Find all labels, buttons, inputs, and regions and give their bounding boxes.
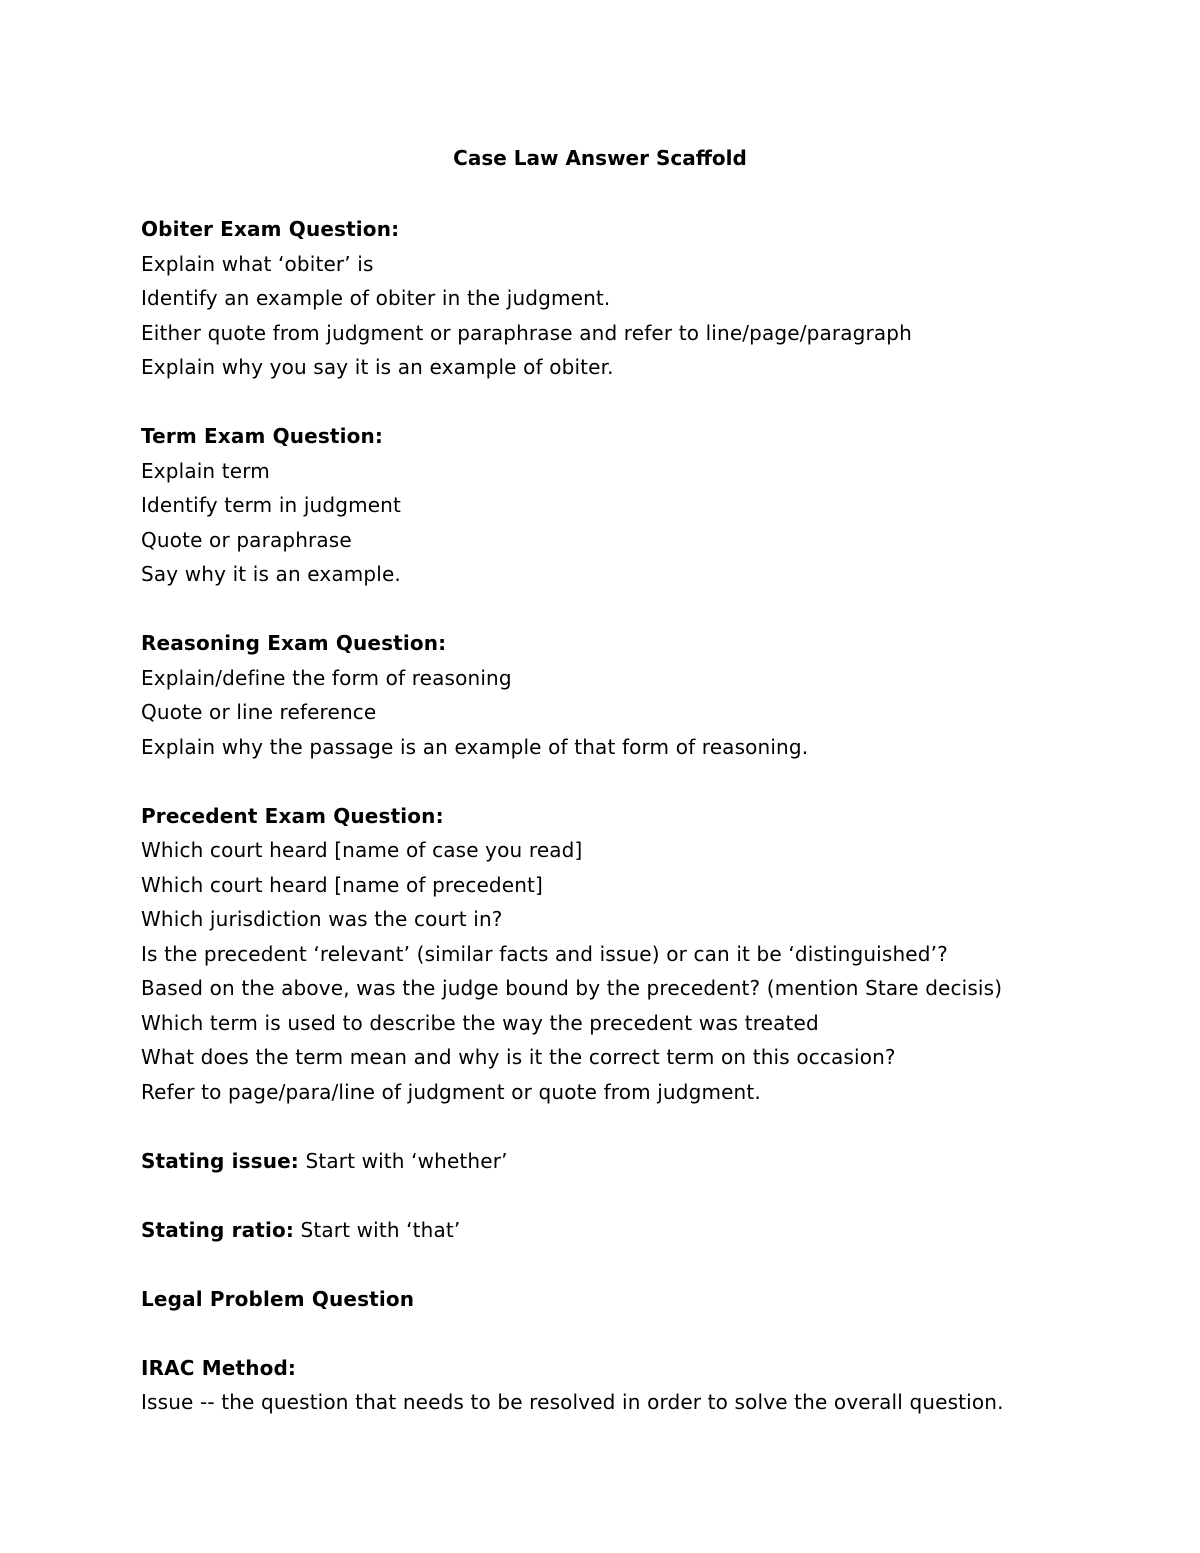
reasoning-line: Explain/define the form of reasoning (141, 665, 512, 690)
term-line: Say why it is an example. (141, 562, 401, 586)
term-line: Explain term (141, 458, 270, 483)
irac-heading: IRAC Method: (141, 1355, 297, 1380)
stating-ratio-line (141, 1213, 1141, 1248)
stating-issue-label: Stating issue: (141, 1148, 299, 1173)
precedent-line: What does the term mean and why is it the correct term on this occasion? (141, 1045, 896, 1069)
precedent-line: Which jurisdiction was the court in? (141, 907, 503, 931)
reasoning-line: Explain why the passage is an example of that form of reasoning. (141, 734, 809, 759)
precedent-heading: Precedent Exam Question: (141, 803, 444, 828)
stating-ratio-label: Stating ratio: (141, 1217, 295, 1242)
document-title: Case Law Answer Scaffold (453, 146, 747, 170)
section-spacer (141, 1247, 1141, 1282)
precedent-line: Is the precedent ‘relevant’ (similar facts and issue) or can it be ‘distinguished’? (141, 941, 948, 966)
term-section (141, 419, 1141, 592)
section-spacer (141, 592, 1141, 627)
legal-problem-heading: Legal Problem Question (141, 1286, 415, 1311)
precedent-line: Which court heard [name of case you read] (141, 838, 583, 862)
obiter-line: Either quote from judgment or paraphrase and refer to line/page/paragraph (141, 320, 912, 345)
document-body (141, 212, 1141, 1420)
obiter-line: Explain why you say it is an example of obiter. (141, 355, 614, 379)
stating-issue-line (141, 1144, 1141, 1179)
precedent-line: Based on the above, was the judge bound by the precedent? (mention Stare decisis) (141, 976, 1003, 1000)
precedent-section (141, 799, 1141, 1110)
term-heading: Term Exam Question: (141, 424, 384, 448)
stating-ratio-text: Start with ‘that’ (294, 1217, 461, 1242)
reasoning-section (141, 626, 1141, 764)
obiter-section (141, 212, 1141, 385)
section-spacer (141, 764, 1141, 799)
reasoning-heading: Reasoning Exam Question: (141, 631, 447, 655)
obiter-line: Identify an example of obiter in the judgment. (141, 286, 611, 310)
section-spacer (141, 1178, 1141, 1213)
precedent-line: Refer to page/para/line of judgment or quote from judgment. (141, 1079, 761, 1104)
irac-line: Issue -- the question that needs to be resolved in order to solve the overall question. (141, 1390, 1004, 1414)
irac-section (141, 1351, 1141, 1420)
term-line: Quote or paraphrase (141, 527, 352, 552)
term-line: Identify term in judgment (141, 493, 401, 517)
reasoning-line: Quote or line reference (141, 700, 377, 724)
section-spacer (141, 1109, 1141, 1144)
section-spacer (141, 385, 1141, 420)
section-spacer (141, 1316, 1141, 1351)
precedent-line: Which term is used to describe the way the precedent was treated (141, 1010, 819, 1035)
obiter-heading: Obiter Exam Question: (141, 217, 400, 241)
obiter-line: Explain what ‘obiter’ is (141, 251, 374, 276)
precedent-line: Which court heard [name of precedent] (141, 872, 543, 897)
stating-issue-text: Start with ‘whether’ (298, 1148, 508, 1173)
